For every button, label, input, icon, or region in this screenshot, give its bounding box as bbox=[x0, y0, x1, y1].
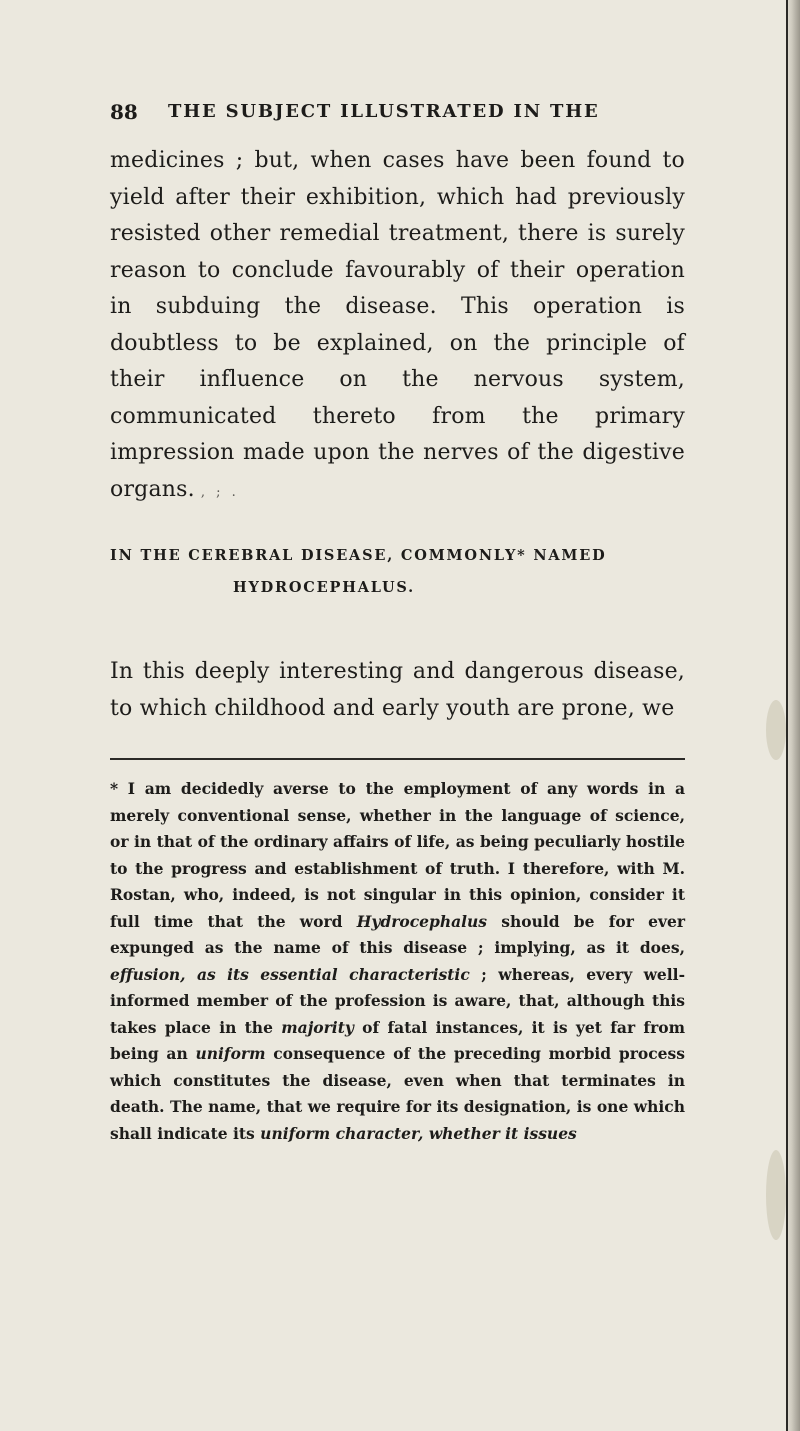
section-opening-paragraph: In this deeply interesting and dangerous disease, to which childhood and early youth are prone, we bbox=[110, 659, 685, 721]
page-edge bbox=[786, 0, 800, 1431]
page-header bbox=[110, 100, 730, 132]
running-head: THE SUBJECT ILLUSTRATED IN THE bbox=[168, 101, 600, 122]
footnote-text-1: * I am decidedly averse to the employment of any words in a merely conventional sense, whether in the language of science, or in that of the ordinary affairs of life, as being peculiarly hostile to the progress and establishment of truth. I therefore, with M. Rostan, who, indeed, is not singular in this opinion, consider it full time that the word bbox=[110, 779, 685, 931]
printer-mark: , ; . bbox=[200, 484, 239, 500]
body-paragraph-text: medicines ; but, when cases have been found to yield after their exhibition, which had previously resisted other remedial treatment, there is surely reason to conclude favourably of their operation in subduing the disease. This operation is doubtless to be explained, on the principle of their influence on the nervous system, communicated thereto from the primary impression made upon the nerves of the digestive organs. bbox=[110, 148, 685, 502]
footnote bbox=[110, 776, 685, 1147]
footnote-text-2: should be for ever expunged as the name of this disease ; implying, as it does, bbox=[110, 911, 685, 957]
footnote-italic-4: uniform bbox=[195, 1044, 266, 1063]
footnote-italic-1: Hydrocephalus bbox=[356, 911, 488, 931]
footnote-italic-3: majority bbox=[281, 1017, 354, 1037]
footnote-italic-2: effusion, as its essential characteristic bbox=[110, 964, 470, 984]
section-heading-line1: IN THE CEREBRAL DISEASE, COMMONLY* NAMED bbox=[110, 547, 607, 564]
footnote-text-3: ; whereas, every well-informed member of the profession is aware, that, although this takes place in the bbox=[110, 964, 686, 1037]
footnote-italic-5: uniform character, whether it issues bbox=[260, 1123, 577, 1143]
footnote-rule bbox=[110, 758, 685, 760]
binding-line bbox=[786, 0, 788, 1431]
footnote-text-4: of fatal instances, it is yet far from being an bbox=[110, 1017, 685, 1063]
footnote-text-5: consequence of the preceding morbid process which constitutes the disease, even when that terminates in death. The name, that we require for its designation, is one which shall indicate its bbox=[110, 1044, 685, 1143]
paper-stain bbox=[766, 1150, 786, 1240]
paper-stain bbox=[766, 700, 786, 760]
page-number: 88 bbox=[110, 100, 138, 124]
body-paragraph bbox=[110, 143, 685, 511]
section-heading-line2: HYDROCEPHALUS. bbox=[233, 579, 416, 596]
section-heading bbox=[0, 540, 800, 604]
